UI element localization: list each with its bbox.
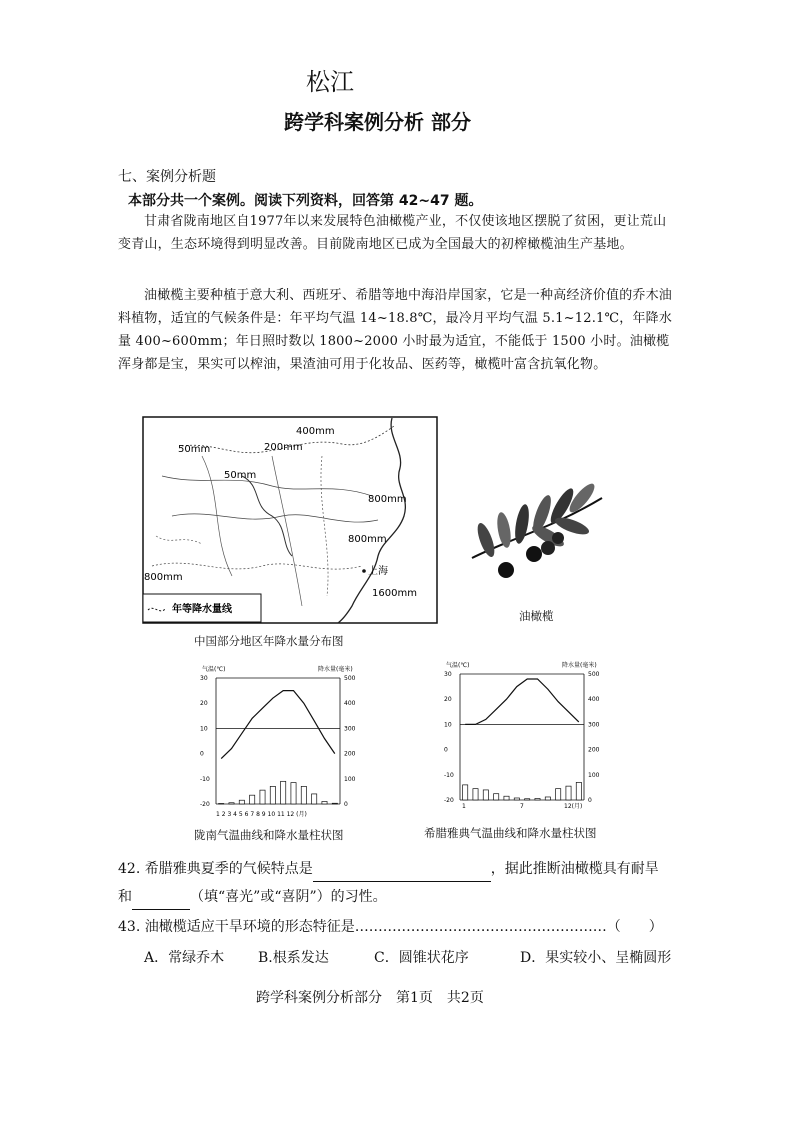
chart1-month-mid: 7 xyxy=(520,803,524,810)
precipitation-bar xyxy=(229,803,234,804)
q43-stem: 油橄榄适应干旱环境的形态特征是………………………………………………（ ） xyxy=(144,919,663,935)
q43-number: 43. xyxy=(118,919,141,935)
precipitation-bar xyxy=(494,794,499,800)
q42-text-3: 和 xyxy=(118,889,132,905)
q42-blank-2[interactable] xyxy=(132,909,190,910)
temp-tick-label: 20 xyxy=(444,696,452,704)
climate-chart-longnan xyxy=(192,662,362,820)
chart0-right-unit: 降水量(毫米) xyxy=(318,666,353,673)
precipitation-bar xyxy=(260,790,265,804)
precipitation-bar xyxy=(576,782,581,800)
q43-option-c[interactable]: C．圆锥状花序 xyxy=(374,950,469,966)
temp-tick-label: 20 xyxy=(200,700,208,708)
q42-text-4: （填“喜光”或“喜阴”）的习性。 xyxy=(190,889,387,905)
page-footer: 跨学科案例分析部分 第1页 共2页 xyxy=(256,990,484,1006)
precipitation-bar xyxy=(301,786,306,804)
precip-tick-label: 100 xyxy=(588,771,600,779)
temp-tick-label: 0 xyxy=(200,750,204,758)
map-caption: 中国部分地区年降水量分布图 xyxy=(194,634,344,648)
question-43 xyxy=(118,914,698,940)
temperature-curve xyxy=(221,691,335,759)
question-42 xyxy=(118,856,698,882)
precipitation-bar xyxy=(250,795,255,804)
precip-tick-label: 400 xyxy=(588,696,600,704)
precipitation-bar xyxy=(322,801,327,804)
map-label-50mm-b: 50mm xyxy=(224,470,257,481)
precip-tick-label: 300 xyxy=(588,721,600,729)
precip-tick-label: 0 xyxy=(588,797,592,804)
olive-caption: 油橄榄 xyxy=(519,609,554,623)
temp-tick-label: 30 xyxy=(200,675,208,682)
precipitation-bar xyxy=(525,799,530,800)
map-label-400mm: 400mm xyxy=(296,426,335,437)
temp-tick-label: 10 xyxy=(444,721,452,729)
precipitation-bar xyxy=(545,797,550,800)
olive-illustration xyxy=(462,478,612,588)
map-label-800mm-a: 800mm xyxy=(368,494,407,505)
precipitation-bar xyxy=(463,785,468,800)
precipitation-bar xyxy=(270,786,275,804)
map-label-800mm-b: 800mm xyxy=(348,534,387,545)
paragraph-2: 油橄榄主要种植于意大利、西班牙、希腊等地中海沿岸国家，它是一种高经济价值的乔木油料植物，适宜的气候条件是：年平均气温 14~18.8℃，最冷月平均气温 5.1~12.1℃，年降水量 400~600mm；年日照时数以 1800~2000 小时最为适宜，不能低于 1500 小时。油橄榄浑身都是宝，果实可以榨油，果渣油可用于化妆品、医药等，橄榄叶富含抗氧化物。 xyxy=(118,288,673,372)
map-label-shanghai: 上海 xyxy=(368,566,388,577)
olive-fruit xyxy=(498,562,514,578)
olive-leaf xyxy=(495,511,513,549)
precip-tick-label: 500 xyxy=(344,675,356,682)
precip-tick-label: 500 xyxy=(588,671,600,678)
section-instruction: 本部分共一个案例。阅读下列资料，回答第 42~47 题。 xyxy=(128,193,483,209)
temp-tick-label: 10 xyxy=(200,725,208,733)
precipitation-bar xyxy=(219,803,224,804)
olive-fruit xyxy=(526,546,542,562)
map-label-800mm-c: 800mm xyxy=(144,572,183,583)
chart1-right-unit: 降水量(毫米) xyxy=(562,662,597,669)
precip-tick-label: 0 xyxy=(344,801,348,808)
precipitation-bar xyxy=(556,789,561,800)
q43-option-d[interactable]: D．果实较小、呈椭圆形 xyxy=(520,950,672,966)
olive-leaf xyxy=(474,521,498,559)
precip-tick-label: 100 xyxy=(344,775,356,783)
temp-tick-label: -20 xyxy=(200,801,210,808)
chart1-month-end: 12(月) xyxy=(564,803,583,810)
olive-fruit xyxy=(552,532,564,544)
precipitation-bar xyxy=(239,800,244,804)
temp-tick-label: -20 xyxy=(444,797,454,804)
map-label-1600mm: 1600mm xyxy=(372,588,417,599)
paragraph-1: 甘肃省陇南地区自1977年以来发展特色油橄榄产业，不仅使该地区摆脱了贫困，更让荒山变青山，生态环境得到明显改善。目前陇南地区已成为全国最大的初榨橄榄油生产基地。 xyxy=(118,214,667,252)
chart1-caption: 希腊雅典气温曲线和降水量柱状图 xyxy=(424,826,597,840)
chart1-left-unit: 气温(℃) xyxy=(446,662,470,669)
precipitation-bar xyxy=(535,798,540,800)
map-label-200mm: 200mm xyxy=(264,442,303,453)
q42-blank-1[interactable] xyxy=(313,881,491,882)
q42-text-2: ，据此推断油橄榄具有耐旱 xyxy=(490,861,659,877)
chart0-month-axis: 1 2 3 4 5 6 7 8 9 10 11 12 (月) xyxy=(216,811,307,818)
precipitation-bar xyxy=(473,789,478,800)
precipitation-bar xyxy=(504,796,509,800)
precip-tick-label: 300 xyxy=(344,725,356,733)
chart0-caption: 陇南气温曲线和降水量柱状图 xyxy=(194,828,344,842)
map-label-50mm-a: 50mm xyxy=(178,444,211,455)
chart1-month-start: 1 xyxy=(462,803,466,810)
precipitation-bar xyxy=(291,783,296,804)
section-heading: 七、案例分析题 xyxy=(118,169,216,185)
chart0-left-unit: 气温(℃) xyxy=(202,666,226,673)
precipitation-bar xyxy=(566,786,571,800)
temp-tick-label: -10 xyxy=(200,775,210,783)
q42-text-1: 希腊雅典夏季的气候特点是 xyxy=(144,861,313,877)
temp-tick-label: -10 xyxy=(444,771,454,779)
question-42-line2 xyxy=(118,884,698,910)
q42-number: 42. xyxy=(118,861,141,877)
precipitation-bar xyxy=(483,790,488,800)
precipitation-bar xyxy=(514,798,519,800)
precipitation-map xyxy=(142,416,438,624)
shanghai-dot xyxy=(362,569,366,573)
region-label: 松江 xyxy=(306,68,354,96)
precipitation-bar xyxy=(281,781,286,804)
page-title: 跨学科案例分析 部分 xyxy=(284,110,471,134)
map-legend: 年等降水量线 xyxy=(172,604,232,615)
temp-tick-label: 30 xyxy=(444,671,452,678)
olive-fruit xyxy=(541,541,555,555)
precipitation-bar xyxy=(332,803,337,804)
precip-tick-label: 200 xyxy=(344,750,356,758)
temperature-curve xyxy=(465,679,579,724)
precip-tick-label: 200 xyxy=(588,746,600,754)
precip-tick-label: 400 xyxy=(344,700,356,708)
q43-option-a[interactable]: A．常绿乔木 xyxy=(144,950,225,966)
q43-option-b[interactable]: B.根系发达 xyxy=(258,950,329,966)
temp-tick-label: 0 xyxy=(444,746,448,754)
precipitation-bar xyxy=(312,794,317,804)
climate-chart-athens xyxy=(436,658,606,816)
